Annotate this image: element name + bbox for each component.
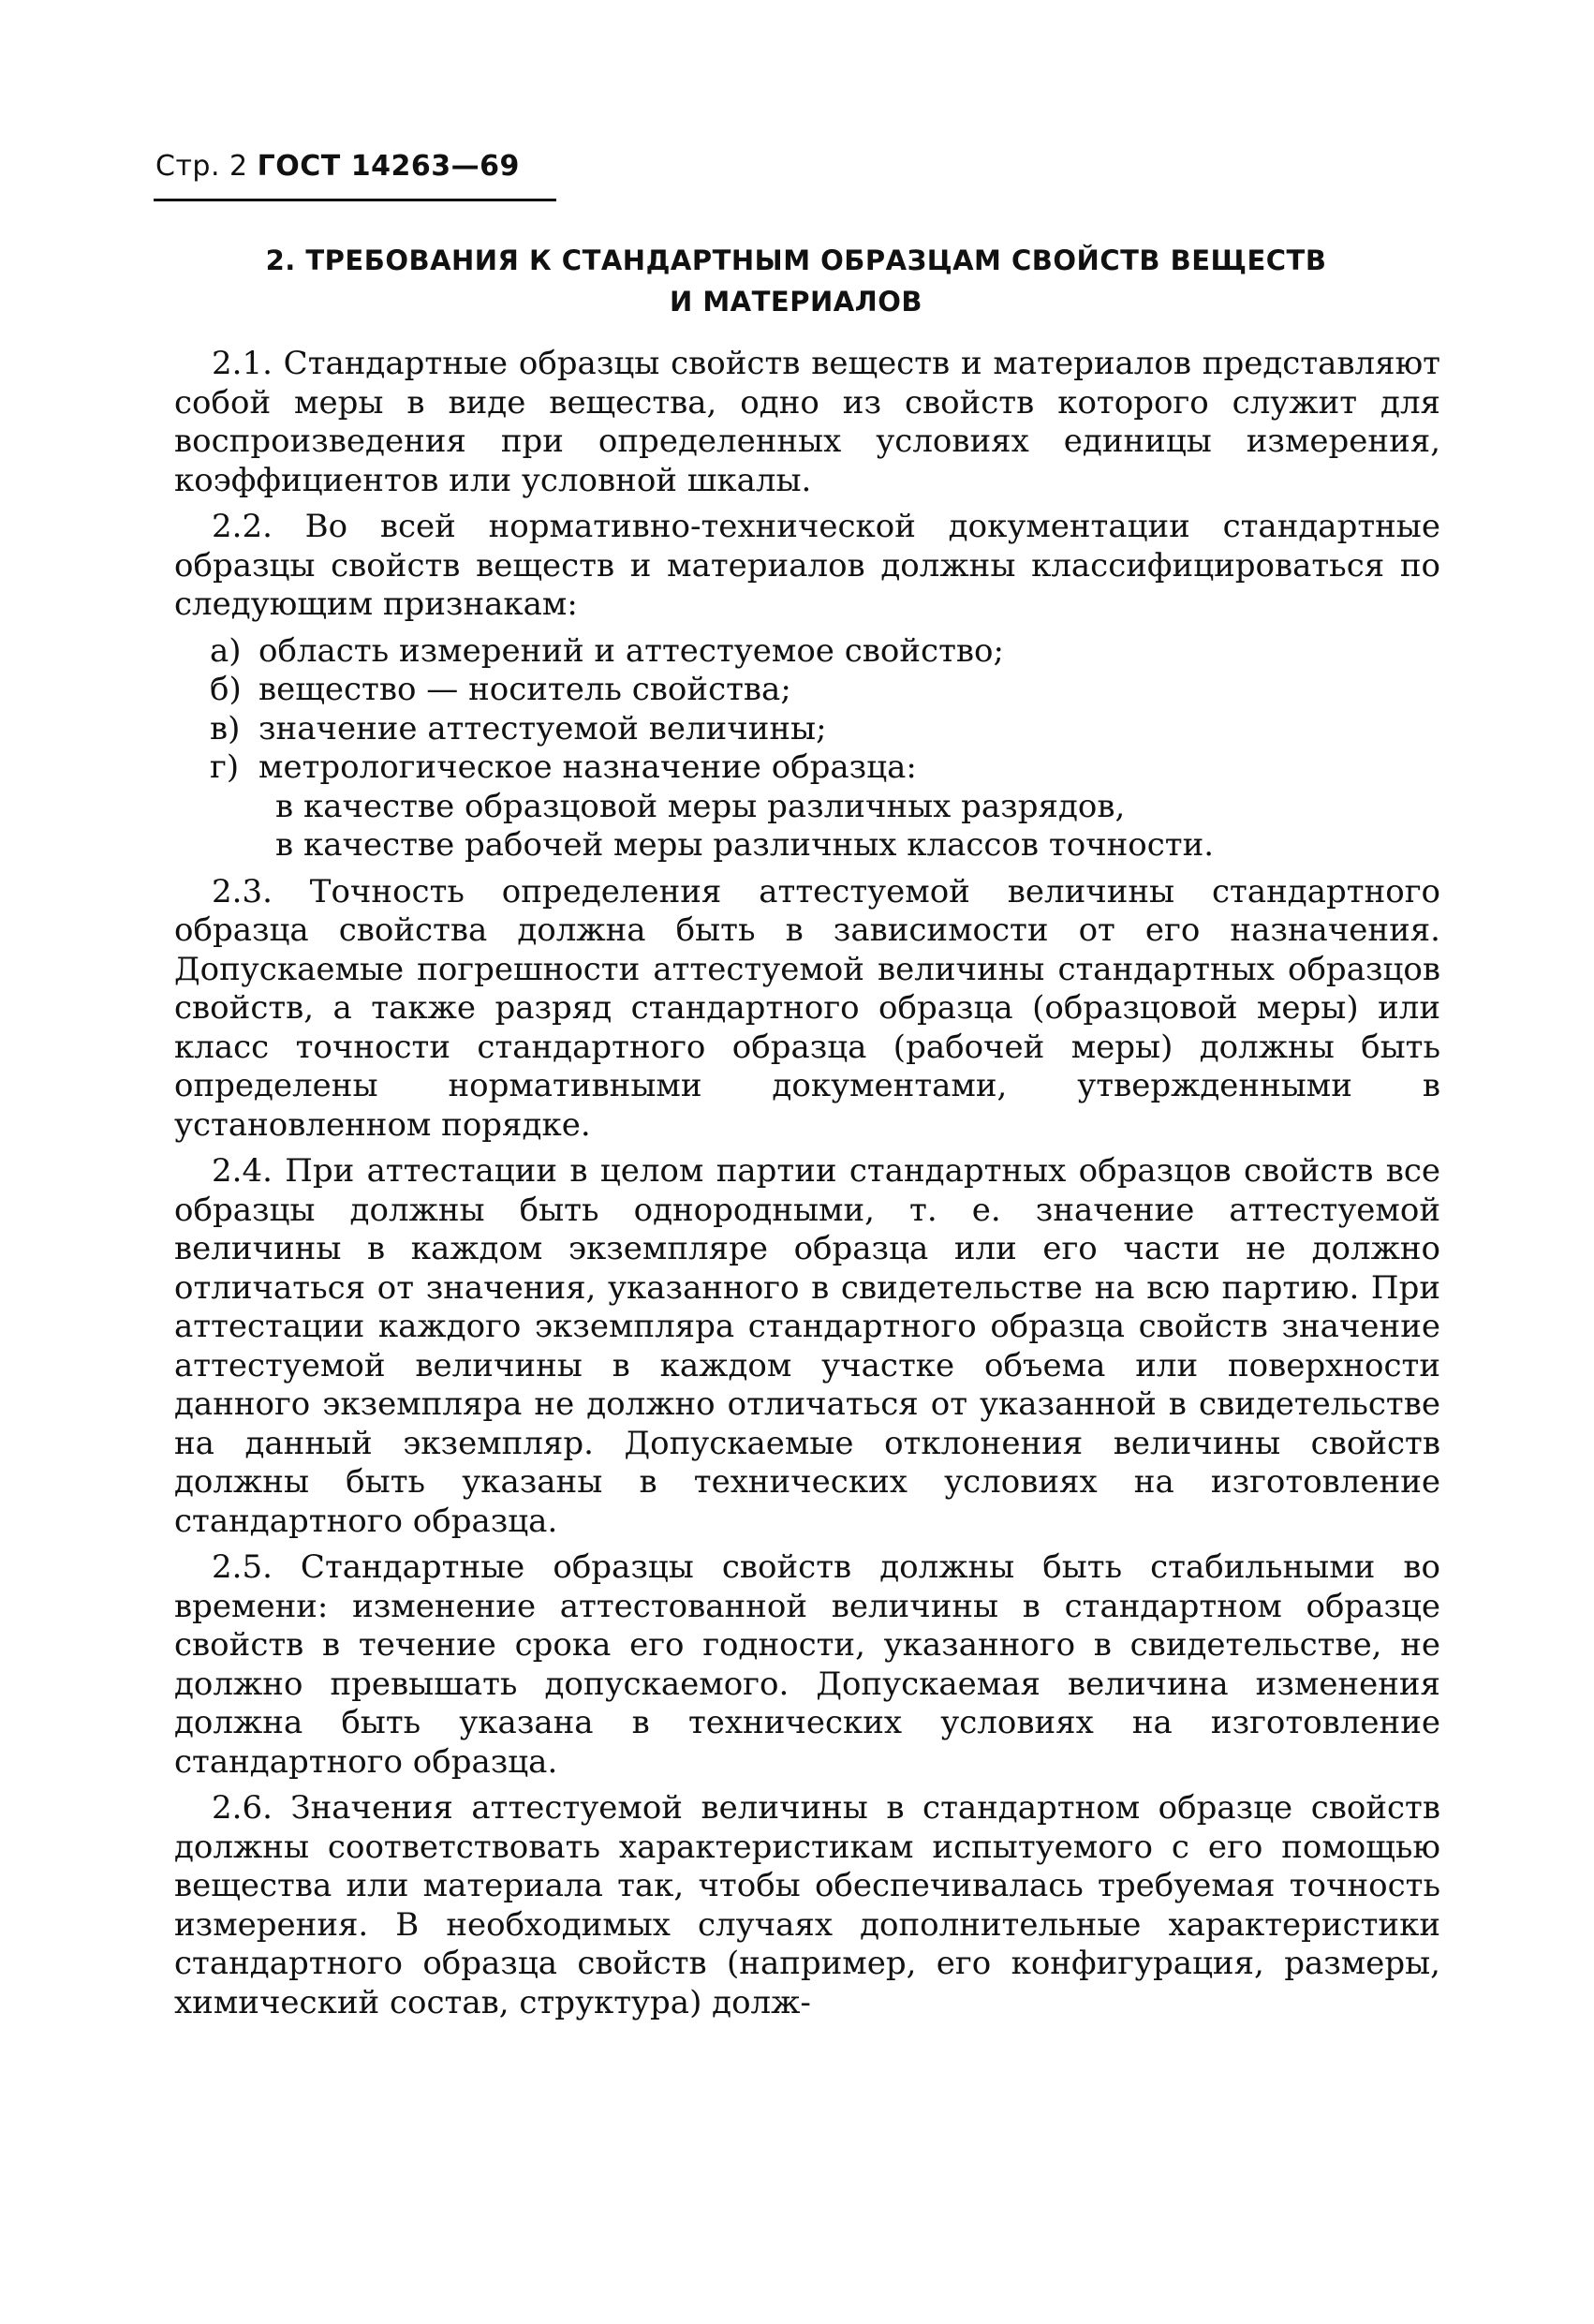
page-number: Стр. 2 <box>155 150 248 183</box>
section-title-line-2: И МАТЕРИАЛОВ <box>669 286 923 318</box>
classification-list <box>174 632 1440 866</box>
body-text <box>174 345 1440 2030</box>
running-header <box>155 150 558 183</box>
list-marker: б) <box>210 671 242 708</box>
paragraph-2-3: 2.3. Точность определения аттестуемой величины стандартного образца свойства должна быть в зависимости от его назначения. Допускаемые погрешности аттестуемой величины стандартных образцов свойств, а также разряд стандартного образца (образцовой меры) или класс точности стандартного образца (рабочей меры) должны быть определены нормативными документами, утвержденными в установленном порядке. <box>174 872 1440 1144</box>
list-marker: г) <box>210 748 240 786</box>
section-title-line-1: 2. ТРЕБОВАНИЯ К СТАНДАРТНЫМ ОБРАЗЦАМ СВОЙСТВ ВЕЩЕСТВ <box>265 244 1327 276</box>
sublist-item-working-measure: в качестве рабочей меры различных классов точности. <box>275 826 1215 864</box>
paragraph-2-5: 2.5. Стандартные образцы свойств должны быть стабильными во времени: изменение аттестованной величины в стандартном образце свойств в течение срока его годности, указанного в свидетельстве, не должно превышать допускаемого. Допускаемая величина изменения должна быть указана в технических условиях на изготовление стандартного образца. <box>174 1548 1440 1781</box>
list-item-text: значение аттестуемой величины; <box>258 709 827 748</box>
list-marker: а) <box>210 631 242 670</box>
list-item-g <box>174 748 1440 788</box>
paragraph-2-1: 2.1. Стандартные образцы свойств веществ и материалов представляют собой меры в виде вещества, одно из свойств которого служит для воспроизведения при определенных условиях единицы измерения, коэффициентов или условной шкалы. <box>174 345 1440 499</box>
list-item-text: метрологическое назначение образца: <box>258 748 917 786</box>
paragraph-2-4: 2.4. При аттестации в целом партии стандартных образцов свойств все образцы должны быть однородными, т. е. значение аттестуемой величины в каждом экземпляре образца или его части не должно отличаться от значения, указанного в свидетельстве на всю партию. При аттестации каждого экземпляра стандартного образца свойств значение аттестуемой величины в каждом участке объема или поверхности данного экземпляра не должно отличаться от указанной в свидетельстве на данный экземпляр. Допускаемые отклонения величины свойств должны быть указаны в технических условиях на изготовление стандартного образца. <box>174 1152 1440 1540</box>
gost-designation: ГОСТ 14263—69 <box>257 150 520 183</box>
section-title <box>150 240 1442 322</box>
list-marker: в) <box>210 709 241 748</box>
list-item-text: вещество — носитель свойства; <box>258 671 791 708</box>
header-rule <box>154 199 556 201</box>
list-item-a <box>174 632 1440 672</box>
list-item-b <box>174 671 1440 710</box>
list-item-v <box>174 710 1440 749</box>
paragraph-2-2: 2.2. Во всей нормативно-технической документации стандартные образцы свойств веществ и материалов должны классифицироваться по следующим признакам: <box>174 508 1440 623</box>
sublist-item-exemplary-measure: в качестве образцовой меры различных разрядов, <box>275 787 1126 825</box>
list-item-text: область измерений и аттестуемое свойство; <box>258 631 1004 670</box>
paragraph-2-6: 2.6. Значения аттестуемой величины в стандартном образце свойств должны соответствовать характеристикам испытуемого с его помощью вещества или материала так, чтобы обеспечивалась требуемая точность измерения. В необходимых случаях дополнительные характеристики стандартного образца свойств (например, его конфигурация, размеры, химический состав, структура) долж- <box>174 1789 1440 2021</box>
